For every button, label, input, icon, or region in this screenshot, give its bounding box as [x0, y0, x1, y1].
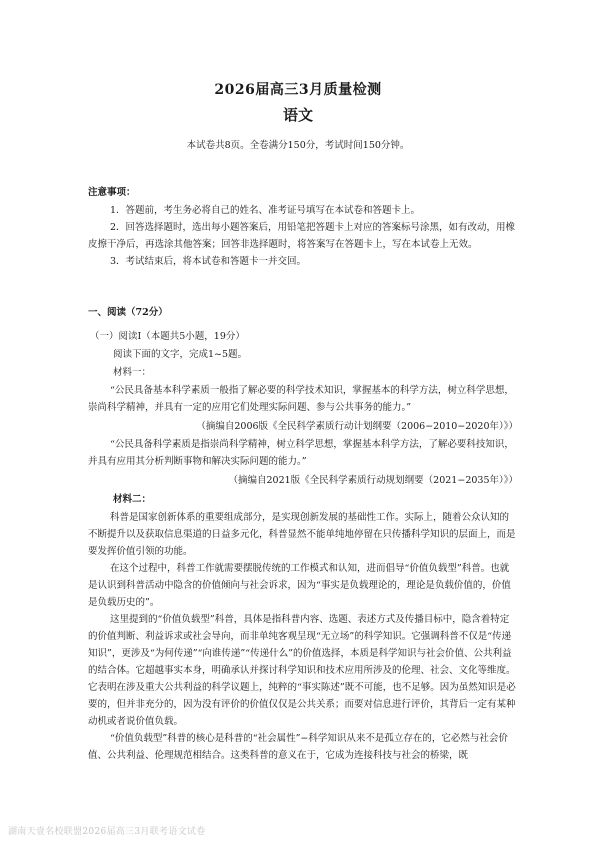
section-heading: 一、阅读（72分）	[88, 307, 168, 318]
body-paragraph: 这里提到的“价值负载型”科普，具体是指科普内容、选题、表述方式及传播目标中，隐含着特定的价值判断、利益诉求或社会导向，而非单纯客观呈现“无立场”的科学知识。它强调科普不仅是“传递知识”，更涉及“为何传递”“向谁传递”“传递什么”的价值选择，本质是科学知识与社会价值、公共利益的结合体。它超越事实本身，明确承认并探讨科学知识和技术应用所涉及的伦理、社会、文化等维度。它表明在涉及重大公共利益的科学议题上，纯粹的“事实陈述”既不可能，也不足够。因为虽然知识是必要的，但并非充分的，因为没有评价的价值仅仅是公共关系；而要对信息进行评价，其背后一定有某种动机或者说价值负载。	[88, 614, 516, 727]
citation-two: （摘编自2021版《全民科学素质行动规划纲要（2021−2035年）》）	[228, 475, 518, 486]
body-paragraph: “价值负载型”科普的核心是科普的“社会属性”−科学知识从来不是孤立存在的，它必然与社会价值、公共利益、伦理规范相结合。这类科普的意义在于，它成为连接科技与社会的桥梁，既	[88, 733, 508, 761]
material-one-label: 材料一：	[113, 367, 152, 378]
citation-one: （摘编自2006版《全民科学素质行动计划纲要（2006−2010−2020年）》）	[196, 421, 518, 432]
notice-item: 1．答题前，考生务必将自己的姓名、准考证号填写在本试卷和答题卡上。	[110, 205, 421, 216]
footer-watermark: 湖南天壹名校联盟2026届高三3月联考语文试卷	[8, 827, 206, 837]
instruction-text: 阅读下面的文字，完成1~5题。	[113, 349, 248, 360]
material-two-label: 材料二：	[113, 494, 152, 505]
body-paragraph: 科普是国家创新体系的重要组成部分，是实现创新发展的基础性工作。实际上，随着公众认知的不断提升以及获取信息渠道的日益多元化，科普显然不能单纯地停留在只传播科学知识的层面上，而是要发挥价值引领的功能。	[88, 512, 516, 557]
quote-one: “公民具备基本科学素质一般指了解必要的科学技术知识，掌握基本的科学方法，树立科学思想，崇尚科学精神，并具有一定的应用它们处理实际问题、参与公共事务的能力。”	[88, 385, 514, 413]
subject-heading: 语文	[282, 106, 313, 124]
quote-two: “公民具备科学素质是指崇尚科学精神，树立科学思想，掌握基本科学方法，了解必要科技知识，并具有应用其分析判断事物和解决实际问题的能力。”	[88, 439, 514, 467]
body-paragraph: 在这个过程中，科普工作就需要摆脱传统的工作模式和认知，进而倡导“价值负载型”科普。也就是认识到科普活动中隐含的价值倾向与社会诉求，因为“事实是负载理论的，理论是负载价值的，价值是负载历史的”。	[88, 563, 511, 608]
material-two-body	[88, 509, 518, 764]
notice-list	[88, 202, 518, 270]
notice-heading: 注意事项：	[88, 187, 136, 198]
page-title: 2026届高三3月质量检测	[214, 82, 382, 98]
notice-item: 3．考试结束后，将本试卷和答题卡一并交回。	[110, 256, 307, 267]
notice-item: 2．回答选择题时，选出每小题答案后，用铅笔把答题卡上对应的答案标号涂黑，如有改动，用橡皮擦干净后，再选涂其他答案；回答非选择题时，将答案写在答题卡上，写在本试卷上无效。	[88, 222, 516, 250]
subsection-heading: （一）阅读I（本题共5小题，19分）	[90, 331, 245, 342]
exam-info: 本试卷共8页。全卷满分150分，考试时间150分钟。	[186, 140, 410, 151]
